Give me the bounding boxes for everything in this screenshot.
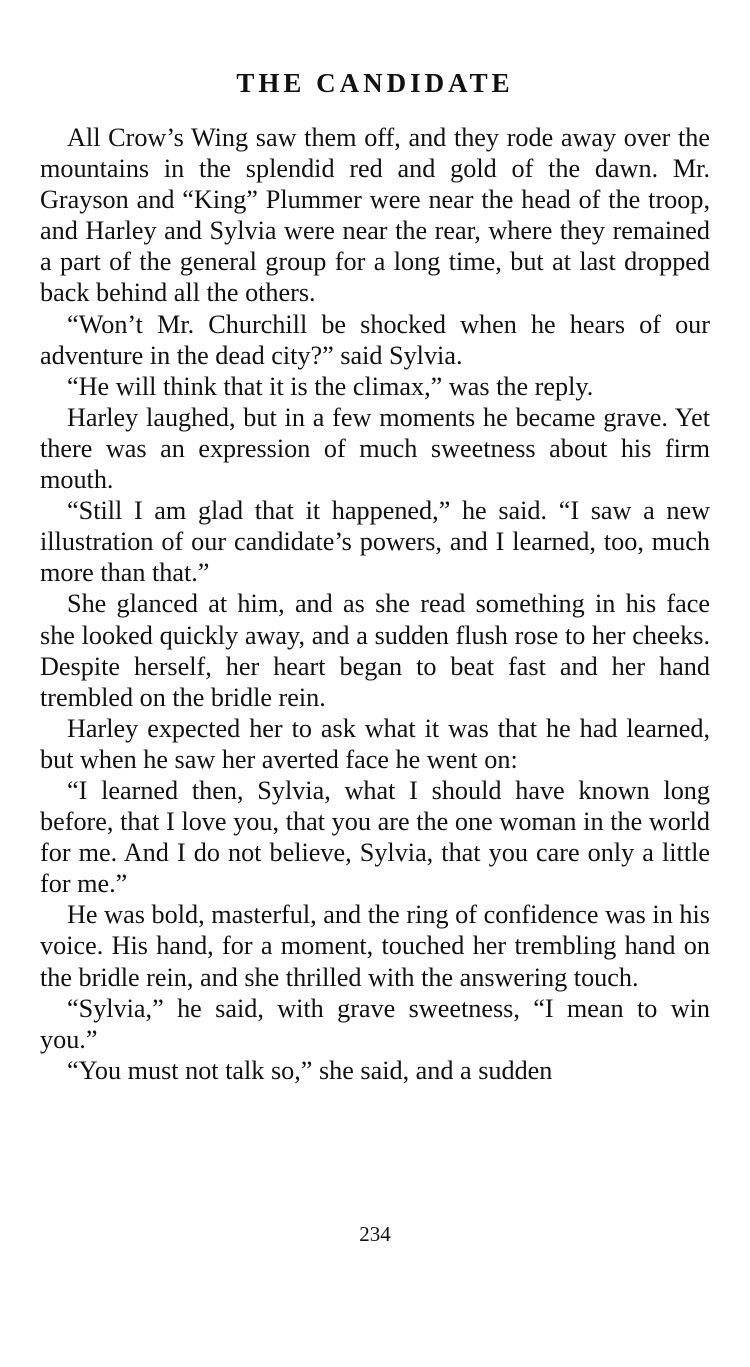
page-number: 234	[359, 1222, 391, 1246]
paragraph: “Sylvia,” he said, with grave sweetness, “I mean to win you.”	[40, 993, 710, 1054]
paragraph: He was bold, masterful, and the ring of confidence was in his voice. His hand, for a moment, touched her trembling hand on the bridle rein, and she thrilled with the answering touch.	[40, 900, 710, 992]
body-text	[40, 122, 710, 1086]
paragraph: She glanced at him, and as she read something in his face she looked quickly away, and a sudden flush rose to her cheeks. Despite herself, her heart began to beat fast and her hand trembled on the bridle rein.	[40, 589, 710, 712]
paragraph: “He will think that it is the climax,” was the reply.	[67, 371, 594, 401]
paragraph: “Still I am glad that it happened,” he said. “I saw a new illustration of our candidate’s powers, and I learned, too, much more than that.”	[40, 496, 710, 588]
paragraph: All Crow’s Wing saw them off, and they rode away over the mountains in the splendid red and gold of the dawn. Mr. Grayson and “King” Plummer were near the head of the troop, and Harley and Sylvia were near the rear, where they remained a part of the general group for a long time, but at last dropped back behind all the others.	[40, 123, 710, 308]
paragraph: Harley expected her to ask what it was that he had learned, but when he saw her averted face he went on:	[40, 713, 710, 774]
running-head: THE CANDIDATE	[236, 68, 514, 98]
paragraph: “Won’t Mr. Churchill be shocked when he hears of our adventure in the dead city?” said Sylvia.	[40, 309, 710, 370]
paragraph: Harley laughed, but in a few moments he became grave. Yet there was an expression of much sweetness about his firm mouth.	[40, 402, 710, 495]
paragraph: “I learned then, Sylvia, what I should have known long before, that I love you, that you are the one woman in the world for me. And I do not believe, Sylvia, that you care only a little for me.”	[40, 775, 710, 899]
paragraph: “You must not talk so,” she said, and a sudden	[67, 1055, 553, 1085]
